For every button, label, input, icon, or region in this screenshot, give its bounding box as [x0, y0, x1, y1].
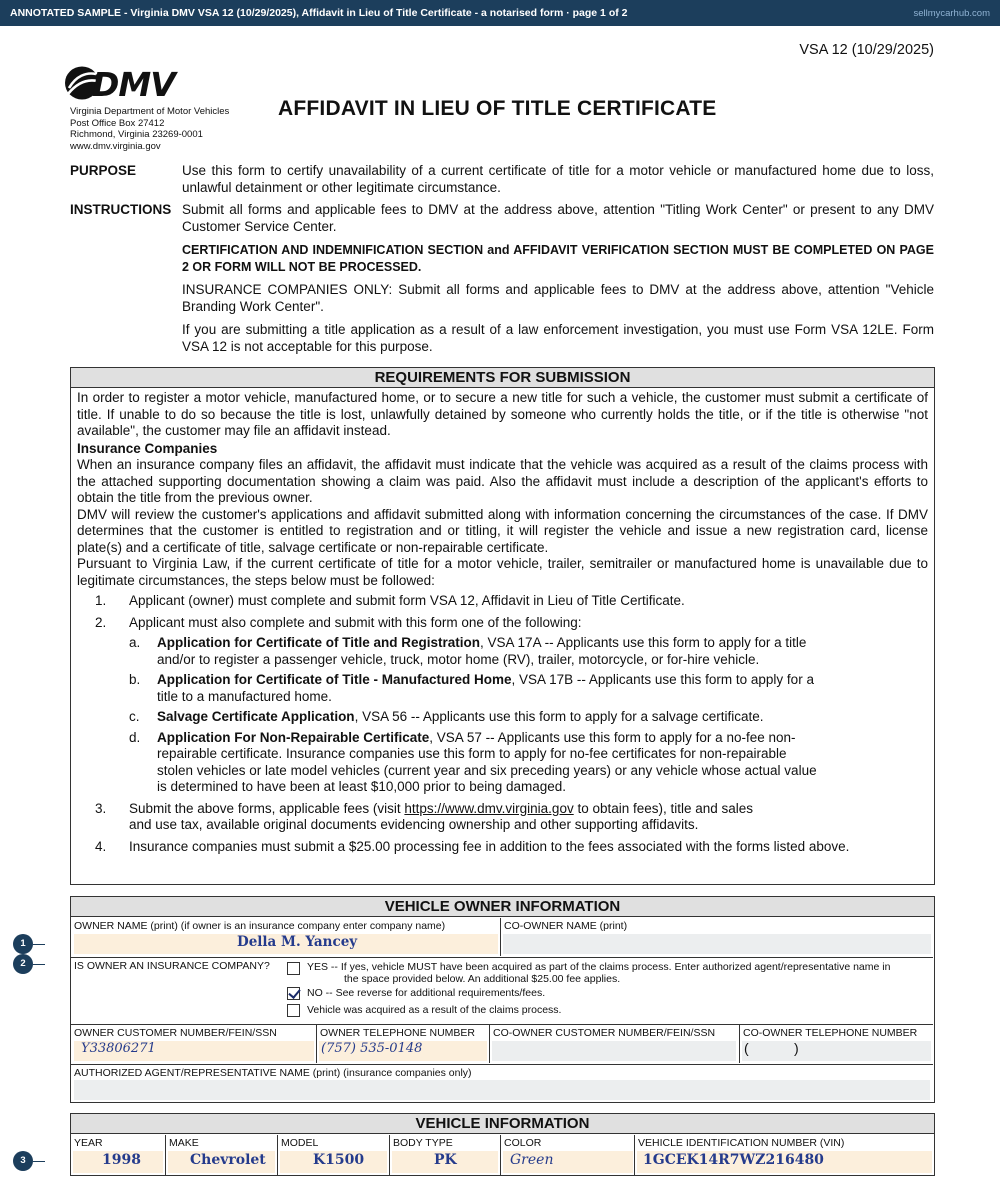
co-owner-phone-field[interactable]: ( ) [742, 1041, 931, 1061]
owner-name-field[interactable] [74, 934, 498, 954]
instructions-p1: Submit all forms and applicable fees to DMV at the address above, attention "Titling Work Center" or present to any DMV Customer Service Center. [182, 202, 934, 234]
step-3: 3. Submit the above forms, applicable fees (visit https://www.dmv.virginia.gov to obtain fees), title and sales and use tax, available original documents evidencing ownership and other supporting affidavits. [95, 800, 754, 832]
year-value: 1998 [102, 1152, 141, 1168]
owner-phone-cell: OWNER TELEPHONE NUMBER (757) 535-0148 [317, 1025, 488, 1063]
owner-phone-value: (757) 535-0148 [321, 1041, 423, 1056]
agency-name: Virginia Department of Motor Vehicles [70, 106, 230, 117]
annotation-marker-3: 3 [13, 1151, 33, 1171]
dmv-logo [64, 64, 190, 104]
owner-name-value: Della M. Yancey [237, 934, 358, 950]
no-checkbox[interactable] [287, 987, 300, 1000]
logo-wordmark: DMV [92, 65, 175, 104]
agent-cell: AUTHORIZED AGENT/REPRESENTATIVE NAME (print) (insurance companies only) [71, 1065, 933, 1102]
req-steps [77, 593, 928, 855]
agency-city: Richmond, Virginia 23269-0001 [70, 129, 203, 140]
agent-name-field[interactable] [74, 1080, 930, 1100]
purpose-section [70, 163, 934, 203]
claims-label: Vehicle was acquired as a result of the claims process. [307, 1004, 562, 1016]
requirements-box [70, 367, 935, 885]
req-p4: Pursuant to Virginia Law, if the current certificate of title for a motor vehicle, trailer, semitrailer or manufactured home is unavailable due to legitimate circumstances, the steps below must be followed: [77, 556, 928, 588]
body-type-cell: BODY TYPE PK [390, 1135, 499, 1175]
year-field[interactable] [73, 1151, 163, 1173]
color-value: Green [510, 1152, 554, 1168]
step-2: 2. Applicant must also complete and submit with this form one of the following: a. Application for Certificate of Title and Registration, VSA 17A -- Applicants use this form to apply for a title and/or to register a passenger vehicle, truck, motor home (RV), trailer, motorcycle, or for-hire vehicle. b. Application for Certificate of Title - Manufactured Home, VSA 17B -- Applicants use this form to apply for a title to a manufactured home. c. Salvage Certificate Application, VSA 56 -- Applicants use this form to apply for a salvage certificate. d. Application For Non-Repairable Certificate, VSA 57 -- Applicants use this form to apply for a no-fee non-repairable certificate. Insurance companies use this form to apply for no-fee certificates for non-repairable stolen vehicles or late model vehicles (current year and six preceding years) or any vehicle whose actual value is determined to have been at least $10,000 prior to being damaged. [77, 615, 928, 796]
vehicle-info-box [70, 1113, 935, 1176]
instructions-p4: If you are submitting a title application as a result of a law enforcement investigation, you must use Form VSA 12LE. Form VSA 12 is not acceptable for this purpose. [182, 322, 934, 354]
body-type-field[interactable] [392, 1151, 498, 1173]
req-p2: When an insurance company files an affidavit, the affidavit must indicate that the vehicle was acquired as a result of the claims process with the attached supporting documentation showing a claim was paid. Also the affidavit must include a description of the applicant's efforts to obtain the title from the previous owner. [77, 457, 928, 505]
step-2b: b. Application for Certificate of Title - Manufactured Home, VSA 17B -- Applicants use this form to apply for a title to a manufactured home. [129, 672, 814, 704]
co-owner-name-field[interactable] [503, 934, 931, 954]
step-2a: a. Application for Certificate of Title and Registration, VSA 17A -- Applicants use this form to apply for a title and/or to register a passenger vehicle, truck, motor home (RV), trailer, motorcycle, or for-hire vehicle. [129, 635, 807, 667]
vin-cell: VEHICLE IDENTIFICATION NUMBER (VIN) 1GCEK14R7WZ216480 [635, 1135, 933, 1175]
step-2d: d. Application For Non-Repairable Certificate, VSA 57 -- Applicants use this form to apply for a no-fee non-repairable certificate. Insurance companies use this form to apply for no-fee certificates for non-repairable stolen vehicles or late model vehicles (current year and six preceding years) or any vehicle whose actual value is determined to have been at least $10,000 prior to being damaged. [129, 729, 817, 794]
agency-box: Post Office Box 27412 [70, 117, 165, 129]
vehicle-info-heading: VEHICLE INFORMATION [71, 1114, 934, 1134]
purpose-text: Use this form to certify unavailability of a current certificate of title for a motor vehicle or manufactured home due to loss, unlawful detainment or other legitimate circumstance. [182, 163, 934, 195]
claims-checkbox[interactable] [287, 1004, 300, 1017]
step-4: 4. Insurance companies must submit a $25.00 processing fee in addition to the fees associated with the forms listed above. [95, 838, 850, 854]
annotation-marker-1: 1 [13, 934, 33, 954]
dmv-fees-link[interactable]: https://www.dmv.virginia.gov [404, 800, 574, 816]
body-type-value: PK [434, 1152, 457, 1168]
banner-text: ANNOTATED SAMPLE - Virginia DMV VSA 12 (10/29/2025), Affidavit in Lieu of Title Certificate - a notarised form · page 1 of 2 [10, 7, 628, 19]
model-cell: MODEL K1500 [278, 1135, 388, 1175]
req-insurance-heading: Insurance Companies [77, 440, 218, 456]
owner-name-cell: OWNER NAME (print) (if owner is an insurance company enter company name) Della M. Yancey [71, 918, 499, 956]
agency-address [70, 106, 229, 152]
co-owner-customer-cell: CO-OWNER CUSTOMER NUMBER/FEIN/SSN [490, 1025, 739, 1063]
color-cell: COLOR Green [501, 1135, 634, 1175]
step-2c: c. Salvage Certificate Application, VSA 56 -- Applicants use this form to apply for a salvage certificate. [129, 709, 764, 724]
year-cell: YEAR 1998 [71, 1135, 164, 1175]
insurance-question-label: IS OWNER AN INSURANCE COMPANY? [74, 960, 270, 972]
make-cell: MAKE Chevrolet [166, 1135, 276, 1175]
owner-customer-value: Y33806271 [81, 1041, 156, 1056]
owner-phone-field[interactable] [319, 1041, 487, 1061]
model-value: K1500 [313, 1152, 365, 1168]
instructions-label: INSTRUCTIONS [70, 202, 172, 217]
yes-label: YES -- If yes, vehicle MUST have been acquired as part of the claims process. Enter authorized agent/representative name in [307, 961, 891, 973]
co-owner-phone-cell: CO-OWNER TELEPHONE NUMBER ( ) [740, 1025, 933, 1063]
owner-customer-field[interactable] [74, 1041, 314, 1061]
owner-customer-cell: OWNER CUSTOMER NUMBER/FEIN/SSN Y33806271 [71, 1025, 316, 1063]
co-owner-customer-field[interactable] [492, 1041, 736, 1061]
annotation-marker-2: 2 [13, 954, 33, 974]
insurance-question-cell [71, 958, 933, 1023]
instructions-p3: INSURANCE COMPANIES ONLY: Submit all forms and applicable fees to DMV at the address above, attention "Vehicle Branding Work Center". [182, 282, 934, 314]
req-p1: In order to register a motor vehicle, manufactured home, or to secure a new title for such a vehicle, the customer must submit a certificate of title. If unable to do so because the title is lost, unlawfully detained by someone who currently holds the title, or if the title is otherwise "not available", the customer may file an affidavit instead. [77, 390, 928, 438]
owner-info-box [70, 896, 935, 1103]
page-title: AFFIDAVIT IN LIEU OF TITLE CERTIFICATE [278, 97, 717, 120]
yes-label-line2: the space provided below. An additional $25.00 fee applies. [344, 973, 621, 985]
instructions-section [70, 202, 934, 362]
req-p3: DMV will review the customer's applications and affidavit submitted along with information concerning the circumstances of the case. If DMV determines that the customer is entitled to registration and or titling, it will register the vehicle and issue a new registration card, license plate(s) and a certificate of title, salvage certificate or non-repairable certificate. [77, 506, 928, 555]
model-field[interactable] [280, 1151, 387, 1173]
instructions-p2: CERTIFICATION AND INDEMNIFICATION SECTION and AFFIDAVIT VERIFICATION SECTION MUST BE COMPLETED ON PAGE 2 OR FORM WILL NOT BE PROCESSED. [182, 243, 934, 274]
make-field[interactable] [168, 1151, 275, 1173]
step-1: 1. Applicant (owner) must complete and submit form VSA 12, Affidavit in Lieu of Title Certificate. [95, 593, 685, 608]
vin-value: 1GCEK14R7WZ216480 [643, 1152, 824, 1168]
owner-info-heading: VEHICLE OWNER INFORMATION [71, 897, 934, 917]
vin-field[interactable] [637, 1151, 932, 1173]
requirements-heading: REQUIREMENTS FOR SUBMISSION [71, 368, 934, 388]
color-field[interactable] [503, 1151, 633, 1173]
sample-banner [0, 0, 1000, 26]
banner-site[interactable]: sellmycarhub.com [913, 7, 990, 19]
co-owner-name-cell: CO-OWNER NAME (print) [501, 918, 933, 956]
make-value: Chevrolet [190, 1152, 266, 1168]
purpose-label: PURPOSE [70, 163, 137, 178]
yes-checkbox[interactable] [287, 962, 300, 975]
agency-web: www.dmv.virginia.gov [70, 140, 161, 152]
no-label: NO -- See reverse for additional requirements/fees. [307, 987, 546, 999]
form-id: VSA 12 (10/29/2025) [799, 42, 934, 58]
